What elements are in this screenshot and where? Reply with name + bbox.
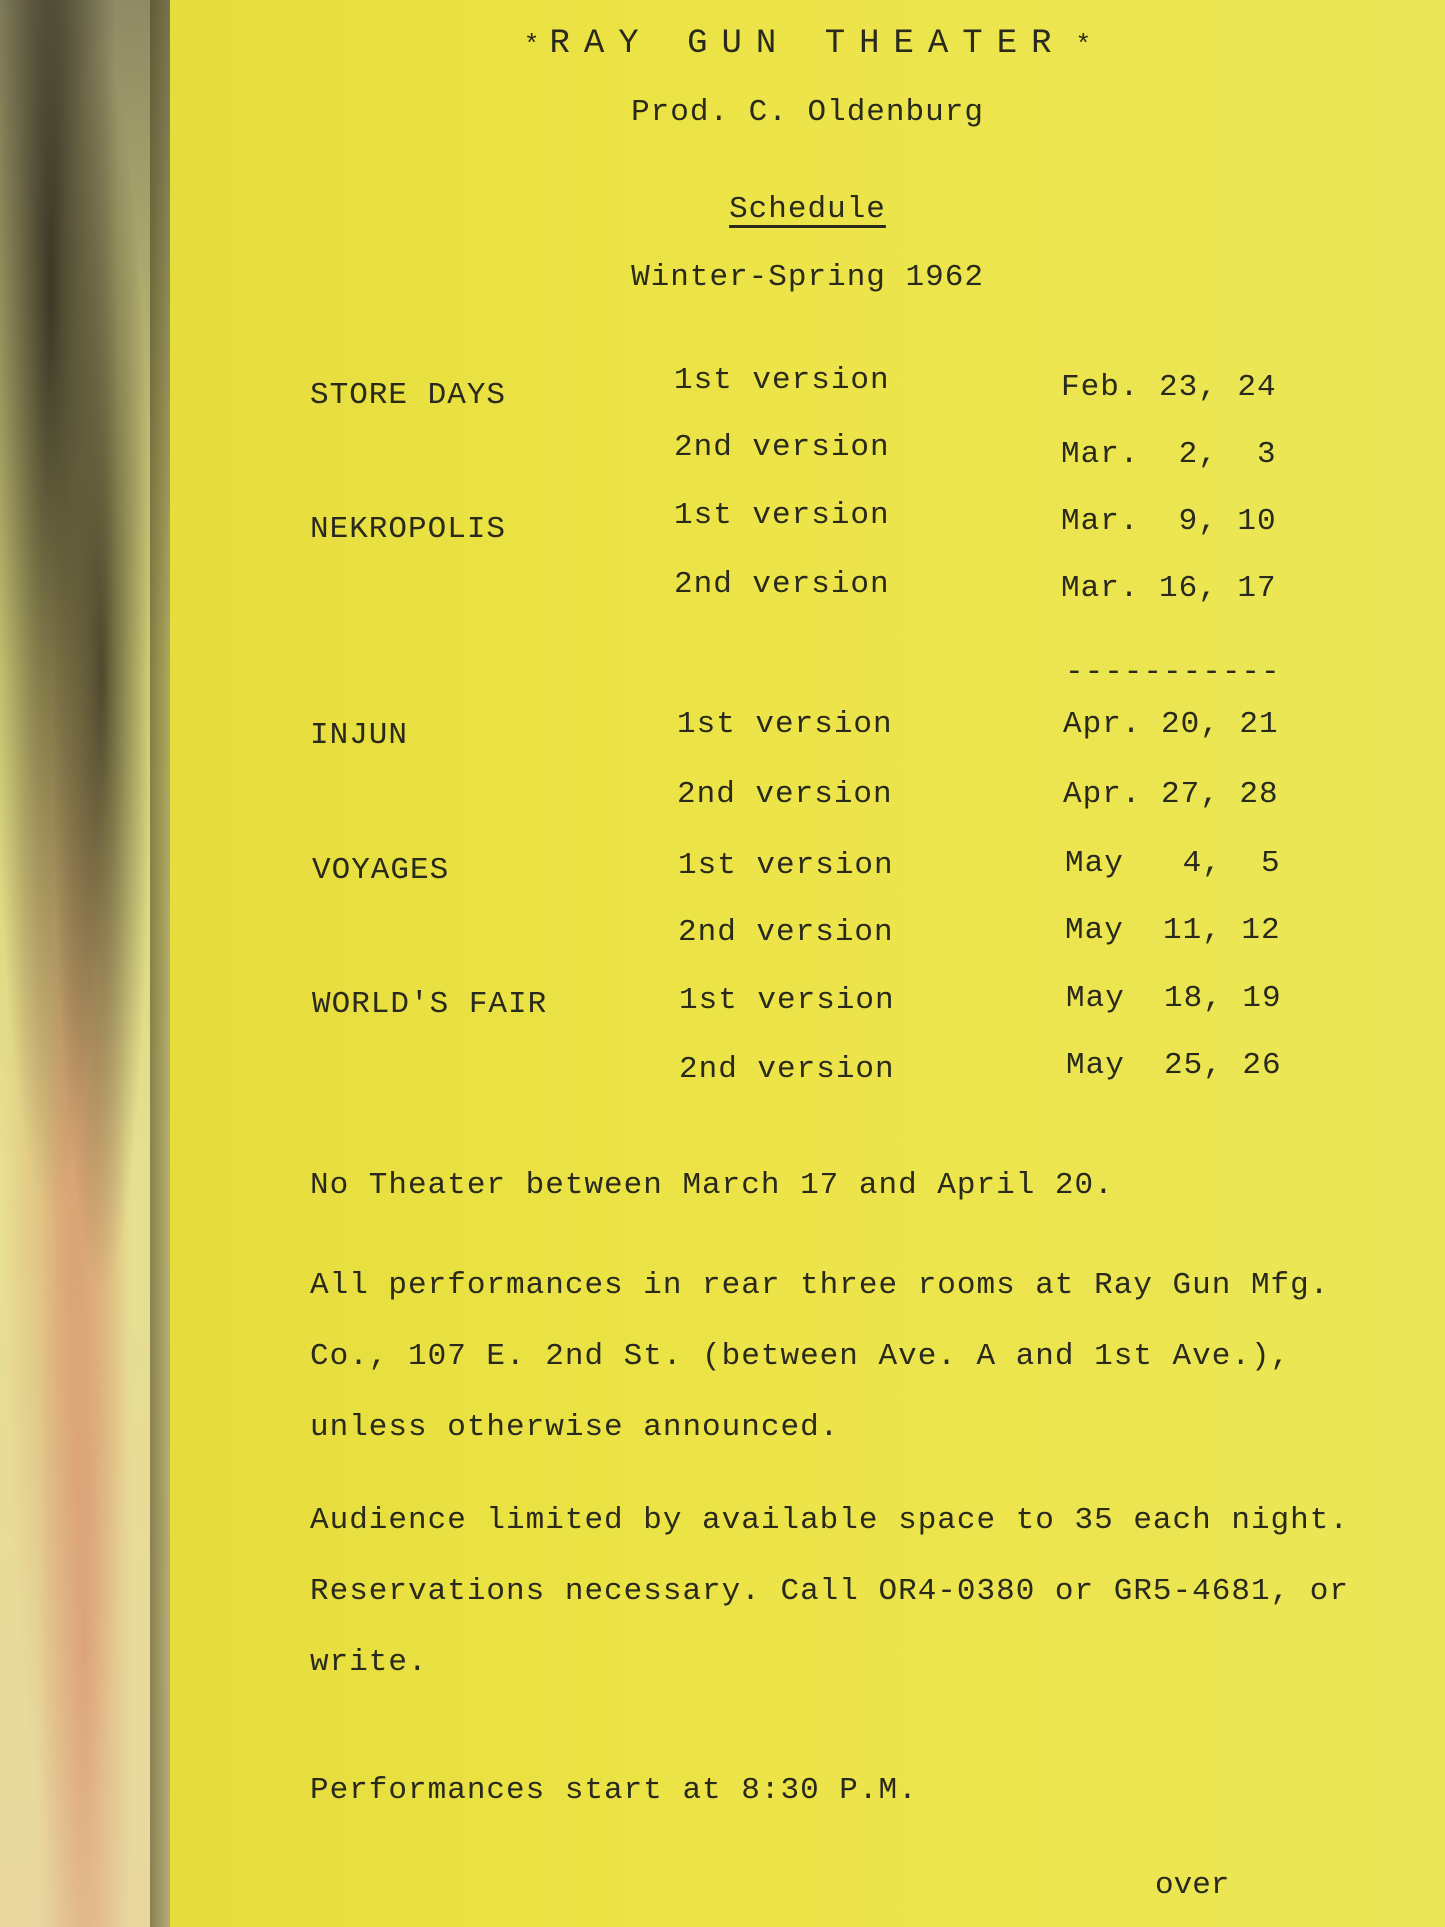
star-left-icon: * (523, 30, 540, 60)
location-note: All performances in rear three rooms at Ray Gun Mfg. Co., 107 E. 2nd St. (between Ave. A and 1st Ave.), unless otherwise announced. (310, 1268, 1330, 1445)
show-dates: Feb. 23, 24 (1061, 370, 1277, 405)
show-dates: May 11, 12 (1065, 913, 1281, 948)
audience-note: Audience limited by available space to 35 each night. Reservations necessary. Call OR4-0380 or GR5-4681, or write. (310, 1503, 1349, 1680)
schedule-divider: ----------- (1065, 655, 1281, 690)
schedule-page (170, 0, 1445, 1927)
show-title: WORLD'S FAIR (312, 987, 548, 1022)
show-title: STORE DAYS (310, 378, 507, 413)
no-theater-note: No Theater between March 17 and April 20. (310, 1168, 1114, 1203)
show-version: 2nd version (674, 430, 890, 465)
show-dates: Apr. 20, 21 (1063, 707, 1279, 742)
schedule-heading (170, 192, 1445, 227)
season-label: Winter-Spring 1962 (631, 260, 984, 295)
show-version: 1st version (674, 498, 890, 533)
show-dates: Mar. 9, 10 (1061, 504, 1277, 539)
theater-title (170, 25, 1445, 63)
show-title: INJUN (310, 718, 409, 753)
show-title: NEKROPOLIS (310, 512, 507, 547)
show-version: 1st version (677, 707, 893, 742)
show-version: 1st version (679, 983, 895, 1018)
show-version: 2nd version (678, 915, 894, 950)
schedule-heading-text: Schedule (729, 192, 886, 227)
show-version: 2nd version (674, 567, 890, 602)
show-title: VOYAGES (312, 853, 450, 888)
show-version: 2nd version (679, 1052, 895, 1087)
show-version: 1st version (674, 363, 890, 398)
theater-title-text: RAY GUN THEATER (549, 25, 1066, 63)
start-time-note: Performances start at 8:30 P.M. (310, 1773, 918, 1808)
show-version: 1st version (678, 848, 894, 883)
show-dates: May 18, 19 (1066, 981, 1282, 1016)
show-dates: Mar. 2, 3 (1061, 437, 1277, 472)
show-dates: Apr. 27, 28 (1063, 777, 1279, 812)
show-version: 2nd version (677, 777, 893, 812)
facing-page-illustration (0, 0, 170, 1927)
star-right-icon: * (1075, 30, 1092, 60)
show-dates: May 4, 5 (1065, 846, 1281, 881)
over-indicator: over (1155, 1868, 1230, 1903)
producer-credit: Prod. C. Oldenburg (631, 95, 984, 130)
show-dates: Mar. 16, 17 (1061, 571, 1277, 606)
show-dates: May 25, 26 (1066, 1048, 1282, 1083)
